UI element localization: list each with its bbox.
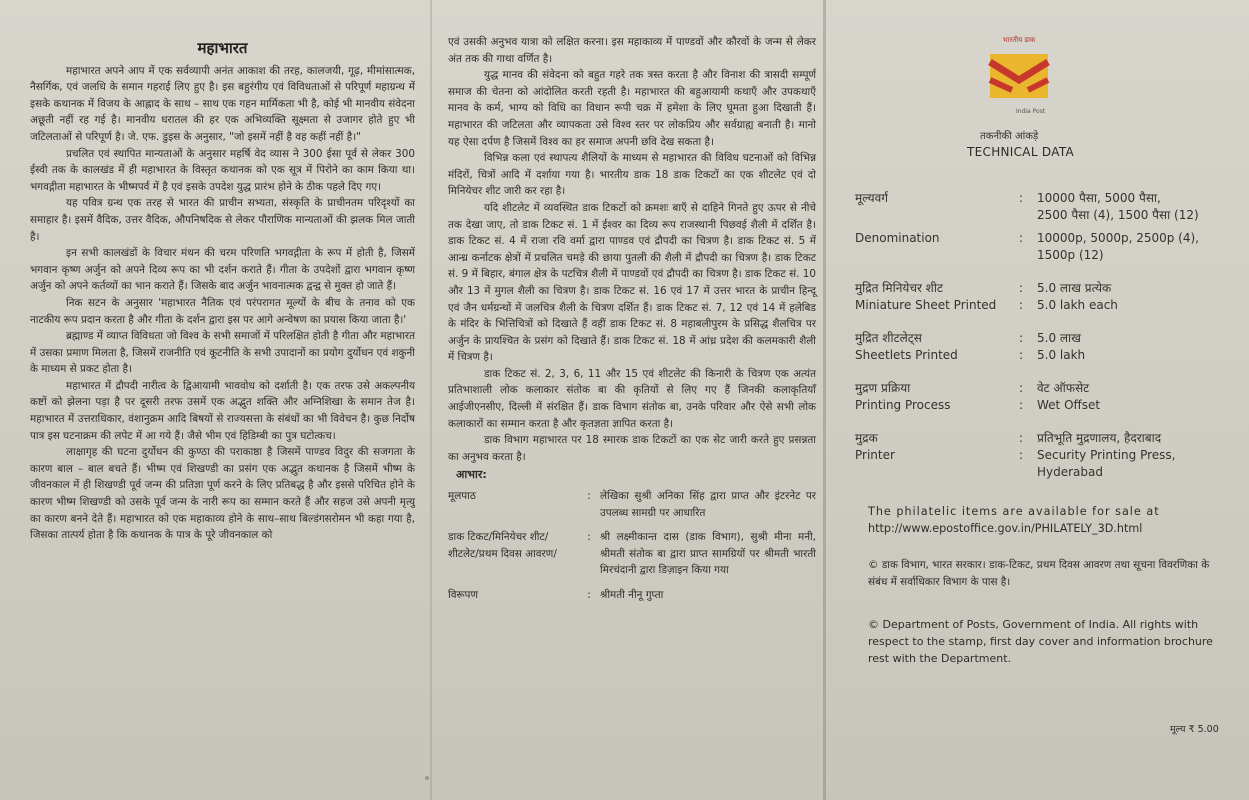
tech-value: प्रतिभूति मुद्रणालय, हैदराबाद — [1037, 431, 1162, 445]
copyright-english: © Department of Posts, Government of India. All rights with respect to the stamp, first day cover and information brochure rest with the Department. — [868, 618, 1213, 665]
tech-row — [855, 247, 1225, 264]
philately-url-link[interactable]: http://www.epostoffice.gov.in/PHILATELY_3D.html — [868, 522, 1143, 535]
tech-label: Printer — [855, 448, 895, 462]
middle-paragraph-4: यदि शीटलेट में व्यवस्थित डाक टिकटों को क्रमशः बाएँ से दाहिने गिनते हुए ऊपर से नीचे तक देखा जाए, तो डाक टिकट सं. 1 में ईश्वर का दिव्य रूप राजस्थानी पिछवई शैली में दर्शित है। डाक टिकट सं. 4 में राजा रवि वर्मा द्वारा पाण्डव एवं द्रौपदी का चित्रण है। डाक टिकट सं. 5 में आन्ध्र कर्नाटक क्षेत्रों में प्रचलित चमड़े की छाया पुतली की शैली में द्रौपदी का चित्रण है। डाक टिकट सं. 9 में बिहार, बंगाल क्षेत्र के पटचित्र शैली में पाण्डवों एवं द्रौपदी का चित्रण है। डाक टिकट सं. 10 और 13 में मुगल शैली का चित्रण है। डाक टिकट सं. 16 एवं 17 में उत्तर भारत के प्राचीन हिन्दू एवं जैन धर्मग्रन्थों में जलचित्र शैली के चित्रण दर्शित हैं। डाक टिकट सं. 7, 12 एवं 14 में हलेबिड के मंदिर के भित्तिचित्रों को दिखाते हैं वहीं डाक टिकट सं. 8 महाबलीपुरम के प्रसिद्ध शैलचित्र पर अर्जुन के प्रायश्चित के प्रसंग को दिखाते हैं। डाक टिकट सं. 18 में आंध्र प्रदेश की कलमकारी शैली में चित्रण है। — [448, 201, 816, 364]
india-post-logo-icon — [976, 40, 1062, 116]
acknowledgement-row — [448, 488, 816, 521]
ack-colon: : — [587, 490, 591, 503]
tech-colon: : — [1018, 281, 1024, 295]
tech-value: 2500 पैसा (4), 1500 पैसा (12) — [1037, 208, 1199, 222]
ack-value: श्री लक्ष्मीकान्त दास (डाक विभाग), सुश्री मीना मनी, श्रीमती संतोक बा द्वारा प्राप्त सामग्रियों पर श्रीमती भारती मिरचंदानी द्वारा डिज़ाइन किया गया — [600, 531, 816, 577]
left-paragraph-2: प्रचलित एवं स्थापित मान्यताओं के अनुसार महर्षि वेद व्यास ने 300 ईसा पूर्व से लेकर 300 ईस्वी तक के कालखंड में ही महाभारत के विस्तृत कथानक को एक सूत्र में पिरोने का काम किया था। भगवद्गीता महाभारत के भीष्मपर्व में है एवं इसके उपदेश युद्ध प्रारंभ होने के ठीक पहले दिए गए। — [30, 147, 415, 193]
tech-row — [855, 464, 1225, 481]
tech-label: Denomination — [855, 231, 940, 245]
tech-label: Sheetlets Printed — [855, 348, 958, 362]
tech-value: Wet Offset — [1037, 398, 1101, 412]
tech-label: मुद्रक — [855, 431, 878, 445]
copyright-hindi: © डाक विभाग, भारत सरकार। डाक-टिकट, प्रथम दिवस आवरण तथा सूचना विवरणिका के संबंध में सर्वाधिकार विभाग के पास है। — [868, 559, 1210, 588]
tech-colon: : — [1018, 231, 1024, 245]
tech-colon — [1005, 247, 1037, 264]
tech-value: 5.0 lakh each — [1037, 298, 1118, 312]
ack-value: लेखिका सुश्री अनिका सिंह द्वारा प्राप्त और इंटरनेट पर उपलब्ध सामग्री पर आधारित — [600, 490, 816, 519]
tech-label: मुद्रण प्रक्रिया — [855, 381, 911, 395]
tech-row — [855, 230, 1225, 247]
tech-value: 1500p (12) — [1037, 248, 1104, 262]
middle-paragraph-6: डाक विभाग महाभारत पर 18 स्मारक डाक टिकटों का एक सेट जारी करते हुए प्रसन्नता का अनुभव करता है। — [448, 434, 816, 463]
acknowledgement-title: आभार: — [456, 468, 487, 482]
page-fold-right — [823, 0, 826, 800]
tech-value: 10000 पैसा, 5000 पैसा, — [1037, 191, 1161, 205]
tech-colon: : — [1018, 191, 1024, 205]
acknowledgement-row — [448, 587, 816, 604]
page-fold-left — [430, 0, 432, 800]
ack-label: विरूपण — [448, 589, 478, 601]
tech-colon: : — [1018, 298, 1024, 312]
left-paragraph-5: निक सटन के अनुसार 'महाभारत नैतिक एवं परंपरागत मूल्यों के बीच के तनाव को एक नाटकीय रूप प्रदान करता है और गीता के दर्शन द्वारा इस पर आगे अन्वेषण का प्रयास किया जाता है।' — [30, 296, 415, 326]
tech-value: वेट ऑफसेट — [1037, 381, 1090, 395]
tech-value: Security Printing Press, — [1037, 448, 1176, 462]
technical-data-heading: TECHNICAL DATA — [967, 145, 1075, 159]
tech-label: Printing Process — [855, 398, 951, 412]
tech-colon: : — [1018, 331, 1024, 345]
middle-column — [448, 34, 816, 612]
tech-row — [855, 207, 1225, 224]
tech-row — [855, 297, 1225, 314]
tech-value: 5.0 लाख — [1037, 331, 1081, 345]
tech-colon: : — [1018, 381, 1024, 395]
ack-colon: : — [587, 531, 591, 544]
left-paragraph-6: ब्रह्माण्ड में व्याप्त विविधता जो विश्व के सभी समाजों में परिलक्षित होती है गीता और महाभारत में उसका प्रमाण मिलता है, जिसमें राजनीति एवं कूटनीति के सभी उपादानों का प्रयोग दुर्योधन एवं शकुनी के माध्यम से प्रकट होता है। — [30, 330, 415, 376]
tech-label: Miniature Sheet Printed — [855, 298, 997, 312]
ack-colon: : — [587, 589, 591, 601]
technical-data-heading-hindi: तकनीकी आंकड़े — [980, 131, 1039, 142]
tech-label: मुद्रित मिनियेचर शीट — [855, 281, 943, 295]
page-title: महाभारत — [197, 39, 248, 57]
ack-value: श्रीमती नीनू गुप्ता — [600, 589, 664, 601]
india-post-logo-subtext: India Post — [1016, 108, 1046, 115]
tech-label — [855, 207, 1005, 224]
tech-row — [855, 330, 1225, 347]
middle-paragraph-5: डाक टिकट सं. 2, 3, 6, 11 और 15 एवं शीटलेट की किनारी के चित्रण एक अत्यंत प्रतिभाशाली लोक कलाकार संतोक बा की कृतियों से लिए गए हैं जिनकी कलाकृतियाँ आईजीएनसीए, दिल्ली में संरक्षित हैं। डाक विभाग संतोक बा, उनके परिवार और ऐसे सभी लोक कलाकारों का सम्मान करता है और कृतज्ञता ज्ञापित करता है। — [448, 367, 816, 430]
tech-colon: : — [1018, 398, 1024, 412]
ack-label: डाक टिकट/मिनियेचर शीट/ शीटलेट/प्रथम दिवस आवरण/ — [448, 531, 557, 560]
tech-colon: : — [1018, 431, 1024, 445]
tech-label: मूल्यवर्ग — [855, 191, 889, 205]
tech-value: Hyderabad — [1037, 465, 1103, 479]
middle-paragraph-3: विभिन्न कला एवं स्थापत्य शैलियों के माध्यम से महाभारत की विविध घटनाओं को विभिन्न मंदिरों, चित्रों आदि में दर्शाया गया है। भारतीय डाक 18 डाक टिकटों का एक शीटलेट एवं दो मिनियेचर शीट जारी कर रहा है। — [448, 152, 816, 198]
india-post-logo-caption: भारतीय डाक — [1002, 36, 1036, 44]
tech-row — [855, 397, 1225, 414]
tech-row — [855, 347, 1225, 364]
tech-value: 5.0 lakh — [1037, 348, 1086, 362]
tech-label — [855, 464, 1005, 481]
tech-colon: : — [1018, 448, 1024, 462]
tech-colon — [1005, 464, 1037, 481]
tech-row — [855, 190, 1225, 207]
middle-paragraph-2: युद्ध मानव की संवेदना को बहुत गहरे तक त्रस्त करता है और विनाश की त्रासदी सम्पूर्ण समाज की चेतना को आंदोलित करती रहती है। महाभारत की बहुआयामी कथाएँ और उपकथाएँ मानव के कर्म, भाग्य को विधि का विधान रूपी चक्र में हमेशा के लिए घूमता हुआ दिखाती हैं। महाभारत की जटिलता और व्यापकता उसे विश्व स्तर पर लोकप्रिय और सर्वग्राह्य बनाती है। मानो यह ऐसा दर्पण है जिसमें विश्व का हर समाज अपनी छवि देख सकता है। — [448, 69, 816, 148]
tech-row — [855, 280, 1225, 297]
left-paragraph-3: यह पवित्र ग्रन्थ एक तरह से भारत की प्राचीन सभ्यता, संस्कृति के प्राचीनतम परिदृश्यों का समाहार है। इसमें वैदिक, उत्तर वैदिक, औपनिषदिक से लेकर पौराणिक मान्यताओं की झलक मिल जाती है। — [30, 197, 415, 243]
tech-row — [855, 430, 1225, 447]
tech-row — [855, 380, 1225, 397]
tech-colon — [1005, 207, 1037, 224]
tech-value: 5.0 लाख प्रत्येक — [1037, 281, 1112, 295]
tech-colon: : — [1018, 348, 1024, 362]
left-paragraph-4: इन सभी कालखंडों के विचार मंथन की चरम परिणति भगवद्गीता के रूप में होती है, जिसमें भगवान कृष्ण अर्जुन को अपने दिव्य रूप का भी दर्शन कराते हैं। गीता के उपदेशों द्वारा भगवान कृष्ण अर्जुन को अपने कर्तव्यों का भान कराते हैं। जिसके बाद अर्जुन भावनात्मक द्वन्द्व से मुक्त हो जाते हैं। — [30, 247, 415, 293]
tech-value: 10000p, 5000p, 2500p (4), — [1037, 231, 1199, 245]
price-label: मूल्य ₹ 5.00 — [1170, 724, 1219, 735]
tech-row — [855, 447, 1225, 464]
left-paragraph-7: महाभारत में द्रौपदी नारीत्व के द्विआयामी भाववोध को दर्शाती है। एक तरफ उसे अकल्पनीय कष्टों को झेलना पड़ा है पर दूसरी तरफ उसमें एक अद्भुत शक्ति और अग्निशिखा के समान तेज है। महाभारत में उत्तराधिकार, वंशानुक्रम आदि बिषयों से राज्यसत्ता के संबंधों का भी विवेचन है। कुछ निर्दोष पात्र इस घटनाक्रम की लपेट में आ गये हैं। जैसे भीम एवं हिडिम्बी का पुत्र घटोत्कच। — [30, 379, 415, 442]
technical-data-table — [855, 190, 1225, 481]
availability-note — [868, 503, 1228, 537]
middle-paragraph-1: एवं उसकी अनुभव यात्रा को लक्षित करना। इस महाकाव्य में पाण्डवों और कौरवों के जन्म से लेकर अंत तक की गाथा वर्णित है। — [448, 36, 816, 65]
tech-label: मुद्रित शीटलेट्स — [855, 331, 922, 345]
paper-spot — [425, 776, 429, 780]
availability-text: The philatelic items are available for sale at — [868, 505, 1160, 518]
ack-label: मूलपाठ — [448, 490, 476, 503]
acknowledgement-row — [448, 529, 816, 579]
tech-label — [855, 247, 1005, 264]
left-paragraph-1: महाभारत अपने आप में एक सर्वव्यापी अनंत आकाश की तरह, कालजयी, गूढ़, मीमांसात्मक, नैसर्गिक, एवं जलधि के समान गहराई लिए हुए है। इस बहुरंगीय एवं विविधताओं से परिपूर्ण महाग्रन्थ में इसके कथानक में विजय के आह्लाद के साथ – साथ एक गहन मार्मिकता भी है, कोई भी मानवीय संवेदना अछूती नहीं रह गई है। मानवीय धरातल की हर एक अभिव्यक्ति सूक्ष्मता से उजागर होते हुए भी जटिलताओं से परिपूर्ण है। जे. एफ. डुइस के अनुसार, "जो इसमें नहीं है वह कहीं नहीं है।" — [30, 64, 415, 143]
left-paragraph-8: लाक्षागृह की घटना दुर्योधन की कुण्ठा की पराकाष्ठा है जिसमें पाण्डव विदुर की सजगता के कारण बाल – बाल बचते हैं। भीष्म एवं शिखण्डी का प्रसंग एक अद्भुत कथानक है जिसमें भीष्म के जीवनकाल में ही शिखण्डी पूर्व जन्म की प्रतिज्ञा पूर्ण करने के लिए प्रतिबद्ध है और इससे परिचित होने के कारण भीष्म शिखण्डी को उसके पूर्व जन्म के नारी रूप का सम्मान करते हैं और सहज उसे अपनी मृत्यु का कारण बनने देते हैं। महाभारत को एक महाकाव्य होने के साथ–साथ बिल्डंगसरोमन भी कहा गया है, जिसका तात्पर्य होता है कि कथानक के पात्र के पूरे जीवनकाल को — [30, 446, 415, 542]
left-column — [30, 40, 415, 544]
